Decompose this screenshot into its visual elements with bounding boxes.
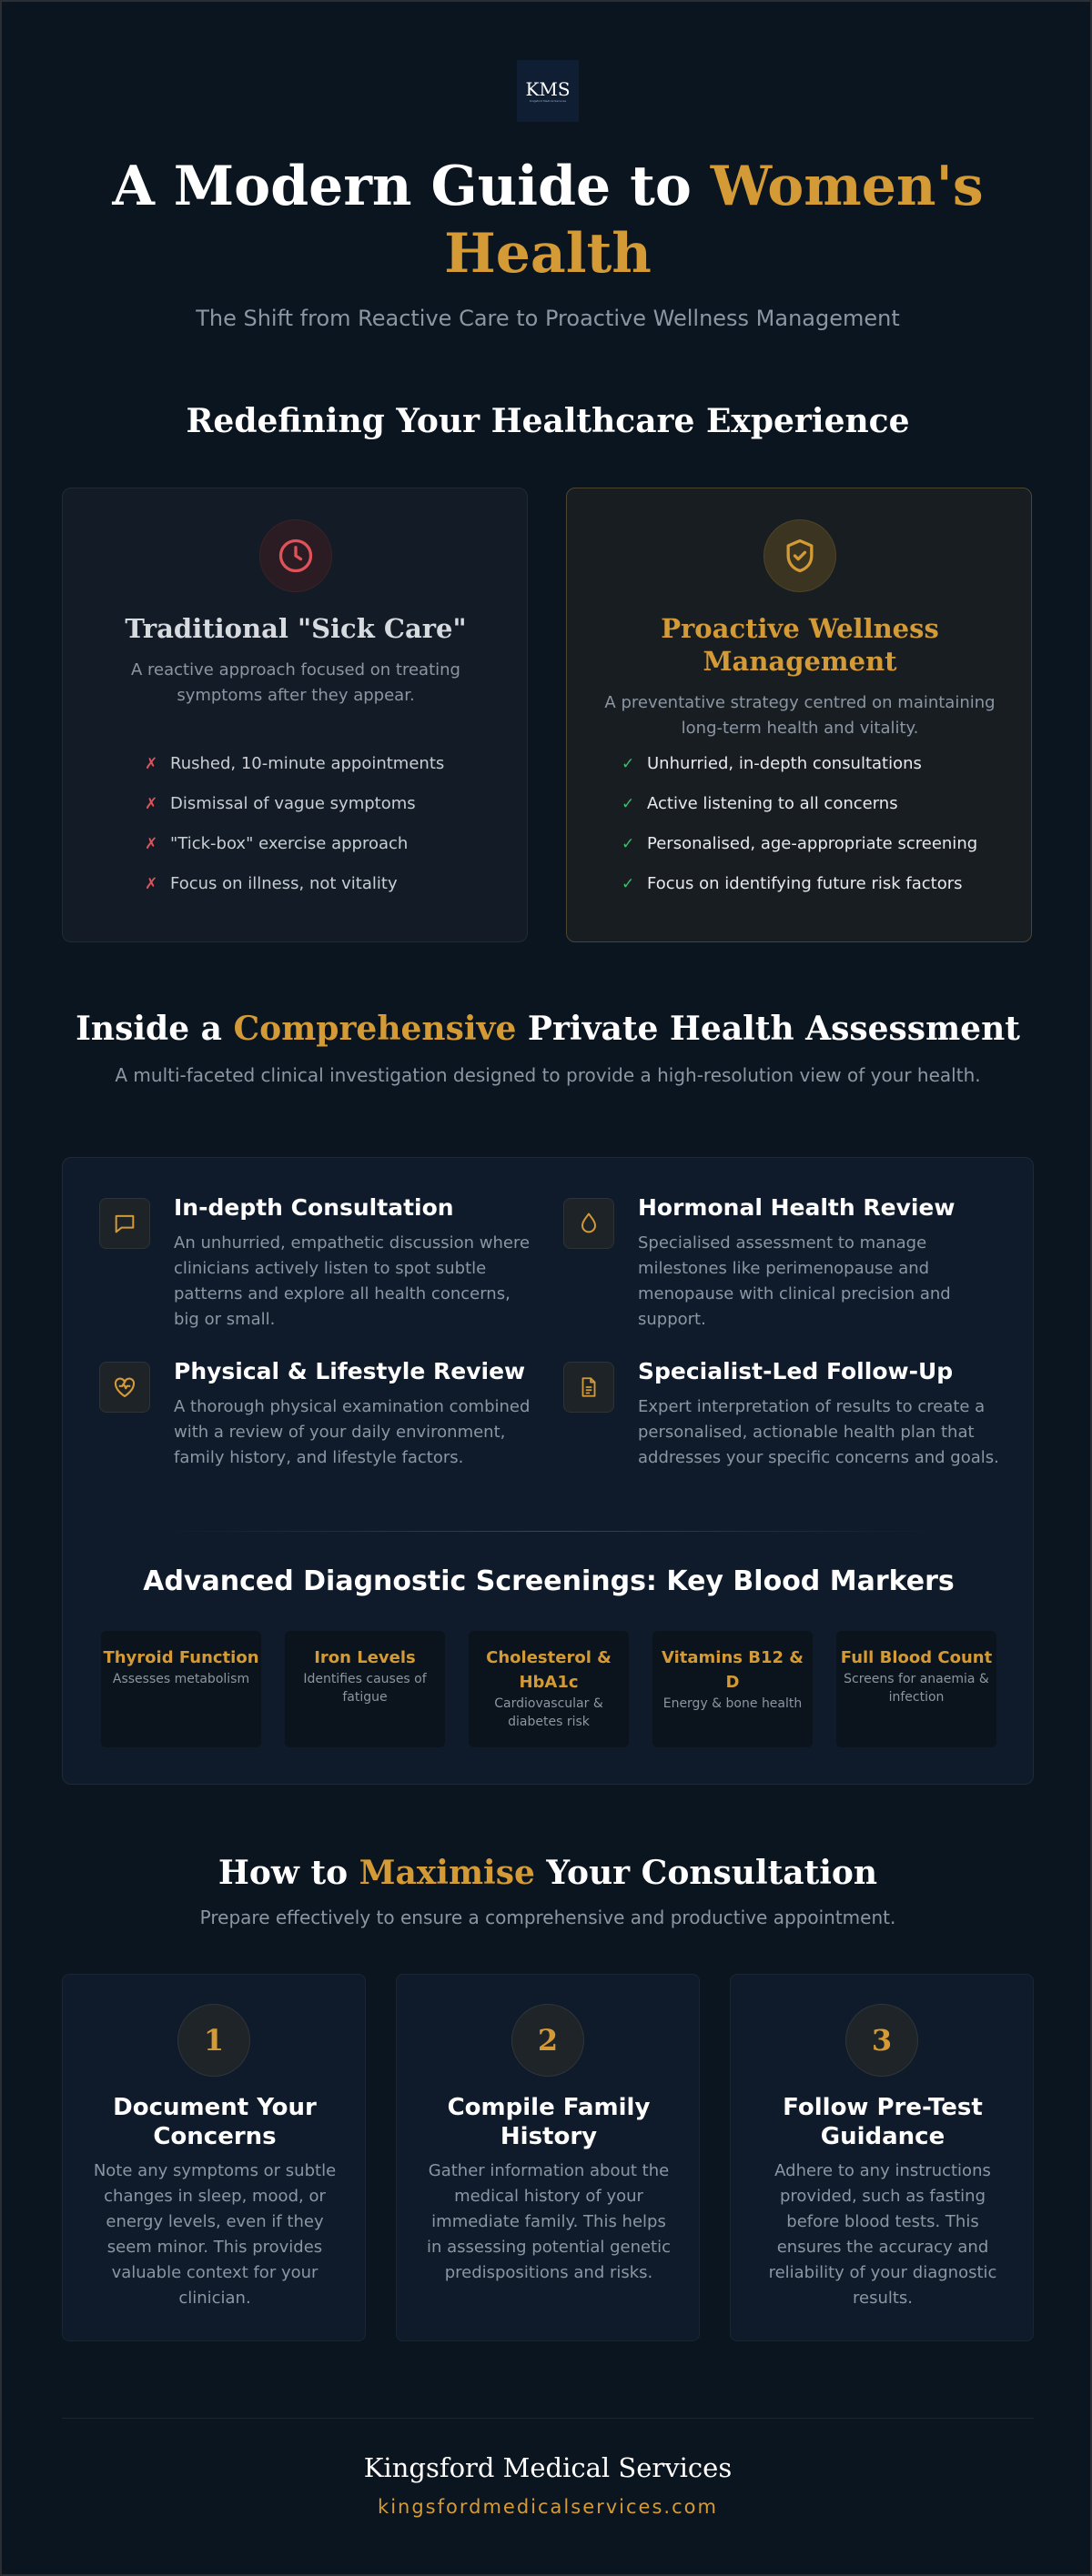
list-item: ✓ Unhurried, in-depth consultations: [622, 752, 995, 792]
marker-description: Identifies causes of fatigue: [303, 1672, 427, 1705]
marker-cholesterol-hba1c: [469, 1631, 629, 1747]
marker-vitamins-b12-d: [652, 1631, 813, 1747]
feature-description: An unhurried, empathetic discussion where clinicians actively listen to spot subtle patterns and explore all health concerns, big or small.: [174, 1233, 531, 1329]
footer-website-link[interactable]: kingsfordmedicalservices.com: [378, 2496, 718, 2518]
marker-description: Assesses metabolism: [112, 1672, 250, 1686]
assessment-heading: Inside a Comprehensive Private Health Assessment: [76, 1010, 1020, 1048]
marker-iron-levels: [285, 1631, 445, 1747]
marker-title: Thyroid Function: [103, 1648, 259, 1667]
document-icon: [563, 1362, 614, 1413]
footer-brand-name: Kingsford Medical Services: [363, 2452, 733, 2483]
page-title: [93, 153, 1003, 287]
chat-bubble-icon: [99, 1198, 150, 1249]
check-icon: ✓: [622, 755, 635, 773]
step-description: Adhere to any instructions provided, such as fasting before blood tests. This ensures the accuracy and reliability of your diagnostic results.: [768, 2161, 997, 2308]
list-item: ✓ Personalised, age-appropriate screening: [622, 832, 995, 872]
step-number: 2: [511, 2004, 584, 2077]
feature-title: Hormonal Health Review: [638, 1194, 956, 1221]
traditional-care-list: [145, 752, 518, 912]
step-card: [396, 1974, 700, 2341]
check-icon: ✓: [622, 835, 635, 853]
proactive-wellness-list: [622, 752, 995, 912]
proactive-wellness-description: A preventative strategy centred on maintaining long-term health and vitality.: [604, 693, 996, 738]
check-icon: ✓: [622, 795, 635, 813]
traditional-care-description: A reactive approach focused on treating symptoms after they appear.: [131, 660, 460, 705]
list-item: ✗ Focus on illness, not vitality: [145, 872, 518, 912]
traditional-care-title: Traditional "Sick Care": [125, 613, 467, 644]
logo-text: KMS: [525, 78, 571, 100]
section-divider: [163, 1531, 936, 1532]
title-text: A Modern Guide to: [112, 155, 711, 218]
comparison-heading: Redefining Your Healthcare Experience: [186, 402, 910, 440]
list-item: ✗ "Tick-box" exercise approach: [145, 832, 518, 872]
step-description: Gather information about the medical history of your immediate family. This helps in assessing potential genetic predispositions and risks.: [426, 2161, 672, 2282]
step-card: [730, 1974, 1034, 2341]
list-item: ✗ Rushed, 10-minute appointments: [145, 752, 518, 792]
clock-icon: [259, 519, 332, 592]
heading-highlight: Comprehensive: [233, 1010, 517, 1048]
markers-heading: Advanced Diagnostic Screenings: Key Blood Markers: [143, 1565, 955, 1597]
heading-highlight: Maximise: [359, 1854, 535, 1892]
marker-title: Full Blood Count: [840, 1648, 993, 1667]
consultation-heading: How to Maximise Your Consultation: [217, 1854, 878, 1892]
marker-description: Cardiovascular & diabetes risk: [494, 1696, 603, 1729]
marker-title: Cholesterol & HbA1c: [486, 1648, 612, 1692]
marker-full-blood-count: [836, 1631, 996, 1747]
marker-thyroid-function: [101, 1631, 261, 1747]
brand-logo[interactable]: [517, 60, 579, 122]
title-highlight: Women's Health: [444, 155, 984, 286]
marker-description: Screens for anaemia & infection: [844, 1672, 989, 1705]
page-subtitle: The Shift from Reactive Care to Proactive Wellness Management: [196, 306, 900, 331]
list-item: ✓ Focus on identifying future risk factors: [622, 872, 995, 912]
proactive-wellness-title: Proactive Wellness Management: [661, 613, 939, 677]
cross-icon: ✗: [145, 755, 158, 773]
marker-title: Vitamins B12 & D: [662, 1648, 804, 1692]
feature-title: Physical & Lifestyle Review: [174, 1358, 526, 1384]
marker-description: Energy & bone health: [662, 1696, 803, 1711]
cross-icon: ✗: [145, 835, 158, 853]
feature-title: In-depth Consultation: [174, 1194, 454, 1221]
list-item: ✓ Active listening to all concerns: [622, 792, 995, 832]
step-number: 3: [845, 2004, 918, 2077]
feature-description: Specialised assessment to manage milestones like perimenopause and menopause with clinical precision and support.: [638, 1233, 951, 1329]
cross-icon: ✗: [145, 875, 158, 893]
feature-title: Specialist-Led Follow-Up: [638, 1358, 954, 1384]
shield-check-icon: [763, 519, 836, 592]
step-title: Document Your Concerns: [113, 2094, 317, 2150]
footer-divider: [62, 2418, 1034, 2419]
droplet-icon: [563, 1198, 614, 1249]
proactive-wellness-card: [566, 488, 1032, 942]
list-item: ✗ Dismissal of vague symptoms: [145, 792, 518, 832]
feature-description: Expert interpretation of results to create a personalised, actionable health plan that addresses your specific concerns and goals.: [638, 1397, 999, 1467]
heart-pulse-icon: [99, 1362, 150, 1413]
logo-subtext: Kingsford Medical Services: [529, 99, 567, 103]
step-title: Compile Family History: [447, 2094, 651, 2150]
step-card: [62, 1974, 366, 2341]
marker-title: Iron Levels: [314, 1648, 416, 1667]
consultation-lead: Prepare effectively to ensure a comprehensive and productive appointment.: [199, 1907, 896, 1928]
assessment-lead: A multi-faceted clinical investigation designed to provide a high-resolution view of your health.: [115, 1064, 981, 1086]
feature-description: A thorough physical examination combined with a review of your daily environment, family history, and lifestyle factors.: [174, 1397, 531, 1467]
step-description: Note any symptoms or subtle changes in sleep, mood, or energy levels, even if they seem minor. This provides valuable context for your clinician.: [93, 2161, 337, 2308]
step-number: 1: [177, 2004, 250, 2077]
assessment-panel: [62, 1157, 1034, 1785]
cross-icon: ✗: [145, 795, 158, 813]
check-icon: ✓: [622, 875, 635, 893]
traditional-care-card: [62, 488, 528, 942]
step-title: Follow Pre-Test Guidance: [783, 2094, 983, 2150]
